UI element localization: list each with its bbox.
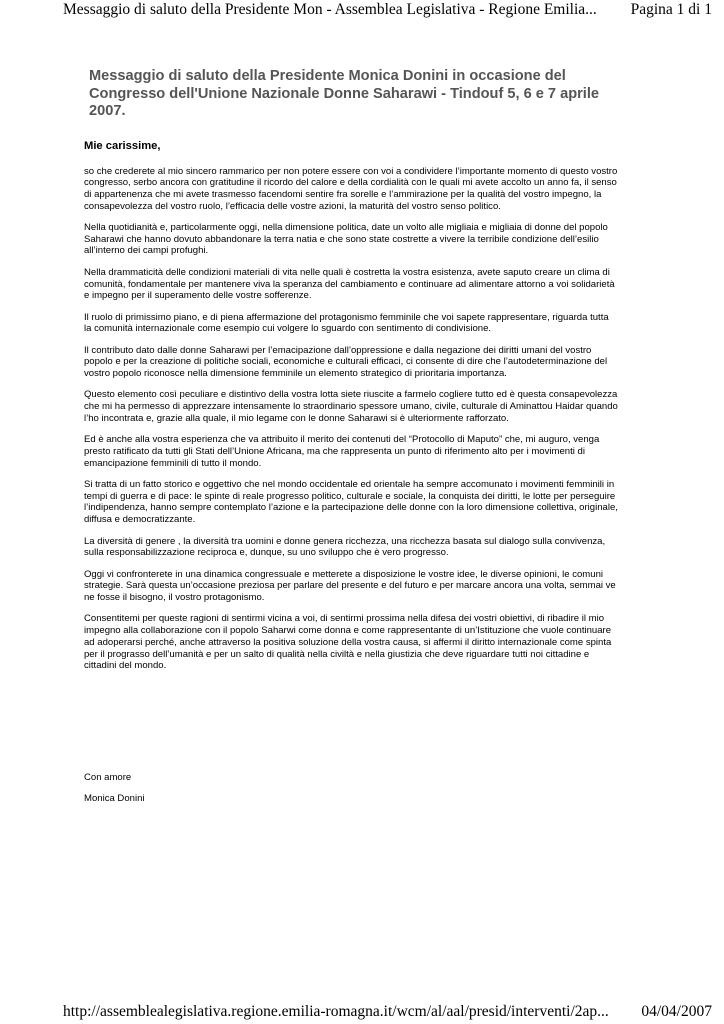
print-footer-url: http://assemblealegislativa.regione.emilia-romagna.it/wcm/al/aal/presid/interventi/2ap...	[63, 1003, 609, 1020]
paragraph-2: Nella quotidianità e, particolarmente oggi, nella dimensione politica, date un volto alle migliaia e migliaia di donne del popolo Saharawi che hanno dovuto abbandonare la terra natia e che sono state costrette a vivere la terribile condizione dell’esilio all’interno dei campi profughi.	[84, 222, 608, 257]
paragraph-1: so che crederete al mio sincero rammarico per non potere essere con voi a condividere l’importante momento di questo vostro congresso, serbo ancora con gratitudine il ricordo del calore e della cordialità con le quali mi avete accolto un anno fa, il senso di appartenenza che mi avete trasmesso facendomi sentire fra sorelle e l’ammirazione per la qualità del vostro impegno, la consapevolezza del vostro ruolo, l’efficacia delle vostre azioni, la maturità del vostro senso politico.	[84, 165, 618, 212]
print-footer-date: 04/04/2007	[641, 1003, 712, 1020]
print-header-title: Messaggio di saluto della Presidente Mon - Assemblea Legislativa - Regione Emilia...	[63, 1, 597, 18]
article	[84, 68, 618, 682]
paragraph-3: Nella drammaticità delle condizioni materiali di vita nelle quali è costretta la vostra esistenza, avete saputo creare un clima di comunità, fondamentale per mantenere viva la speranza del cambiamento e continuare ad alimentare attorno a voi solidarietà e impegno per il superamento delle vostre sofferenze.	[84, 266, 615, 302]
paragraph-8: Si tratta di un fatto storico e oggettivo che nel mondo occidentale ed orientale ha sempre accomunato i movimenti femminili in tempi di guerra e di pace: le spinte di reale progresso politico, culturale e sociale, la conquista dei diritti, le lotte per perseguire l’indipendenza, hanno sempre contemplato l’azione e la partecipazione delle donne con la loro dimensione collettiva, originale, diffusa e democratizzante.	[84, 479, 618, 526]
paragraph-9: La diversità di genere , la diversità tra uomini e donne genera ricchezza, una ricchezza basata sul dialogo sulla convivenza, sulla responsabilizzazione reciproca e, dunque, su uno sviluppo che è vero progresso.	[84, 535, 606, 559]
paragraph-11: Consentitemi per queste ragioni di sentirmi vicina a voi, di sentirmi prossima nella difesa dei vostri obiettivi, di ribadire il mio impegno alla collaborazione con il popolo Saharwi come donna e come rappresentante di un’Istituzione che vuole continuare ad adoperarsi perché, anche attraverso la positiva soluzione della vostra causa, si affermi il diritto internazionale come spinta per il prograsso dell’umanità e per un salto di qualità nella civiltà e nella giustizia che deve riguardare tutti noi cittadine e cittadini del mondo.	[84, 613, 612, 672]
closing-phrase: Con amore	[84, 772, 132, 783]
paragraph-7: Ed è anche alla vostra esperienza che va attribuito il merito dei contenuti del “Protocollo di Maputo” che, mi auguro, venga presto ratificato da tutti gli Stati dell’Unione Africana, ma che rappresenta un punto di riferimento alto per i movimenti di emancipazione femminili di tutto il mondo.	[84, 434, 600, 469]
paragraph-5: Il contributo dato dalle donne Saharawi per l’emacipazione dall’oppressione e dalla negazione dei diritti umani del vostro popolo e per la creazione di politiche sociali, economiche e culturali efficaci, ci consente di dire che l’autodeterminazione del vostro popolo riconosce nella dimensione femminile un elemento strategico di prioritaria importanza.	[84, 344, 608, 380]
closing-block	[84, 772, 145, 805]
print-footer	[0, 1002, 724, 1024]
paragraph-4: Il ruolo di primissimo piano, e di piena affermazione del protagonismo femminile che voi sapete rappresentare, riguarda tutta la comunità internazionale come esempio cui volgere lo sguardo con sentimento di condivisione.	[84, 311, 609, 335]
signature: Monica Donini	[84, 793, 145, 804]
print-header-page-number: Pagina 1 di 1	[630, 1, 712, 18]
salutation: Mie carissime,	[84, 139, 161, 152]
paragraph-6: Questo elemento così peculiare e distintivo della vostra lotta siete riuscite a farmelo cogliere tutto ed è questa consapevolezza che mi ha permesso di apprezzare intensamente lo straordinario spessore umano, civile, culturale di Aminattou Haidar quando l’ho incontrata e, grazie alla quale, il mio legame con le donne Saharawi si è ulteriormente rafforzato.	[84, 389, 618, 424]
print-header	[0, 0, 724, 22]
article-body	[84, 166, 618, 672]
paragraph-10: Oggi vi confronterete in una dinamica congressuale e metterete a disposizione le vostre idee, le diverse opinioni, le comuni strategie. Sarà questa un’occasione preziosa per parlare del presente e del futuro e per marcare ancora una volta, semmai ve ne fosse il bisogno, il vostro protagonismo.	[84, 568, 616, 604]
document-title: Messaggio di saluto della Presidente Monica Donini in occasione del Congresso dell'Unione Nazionale Donne Saharawi - Tindouf 5, 6 e 7 aprile 2007.	[89, 68, 600, 119]
